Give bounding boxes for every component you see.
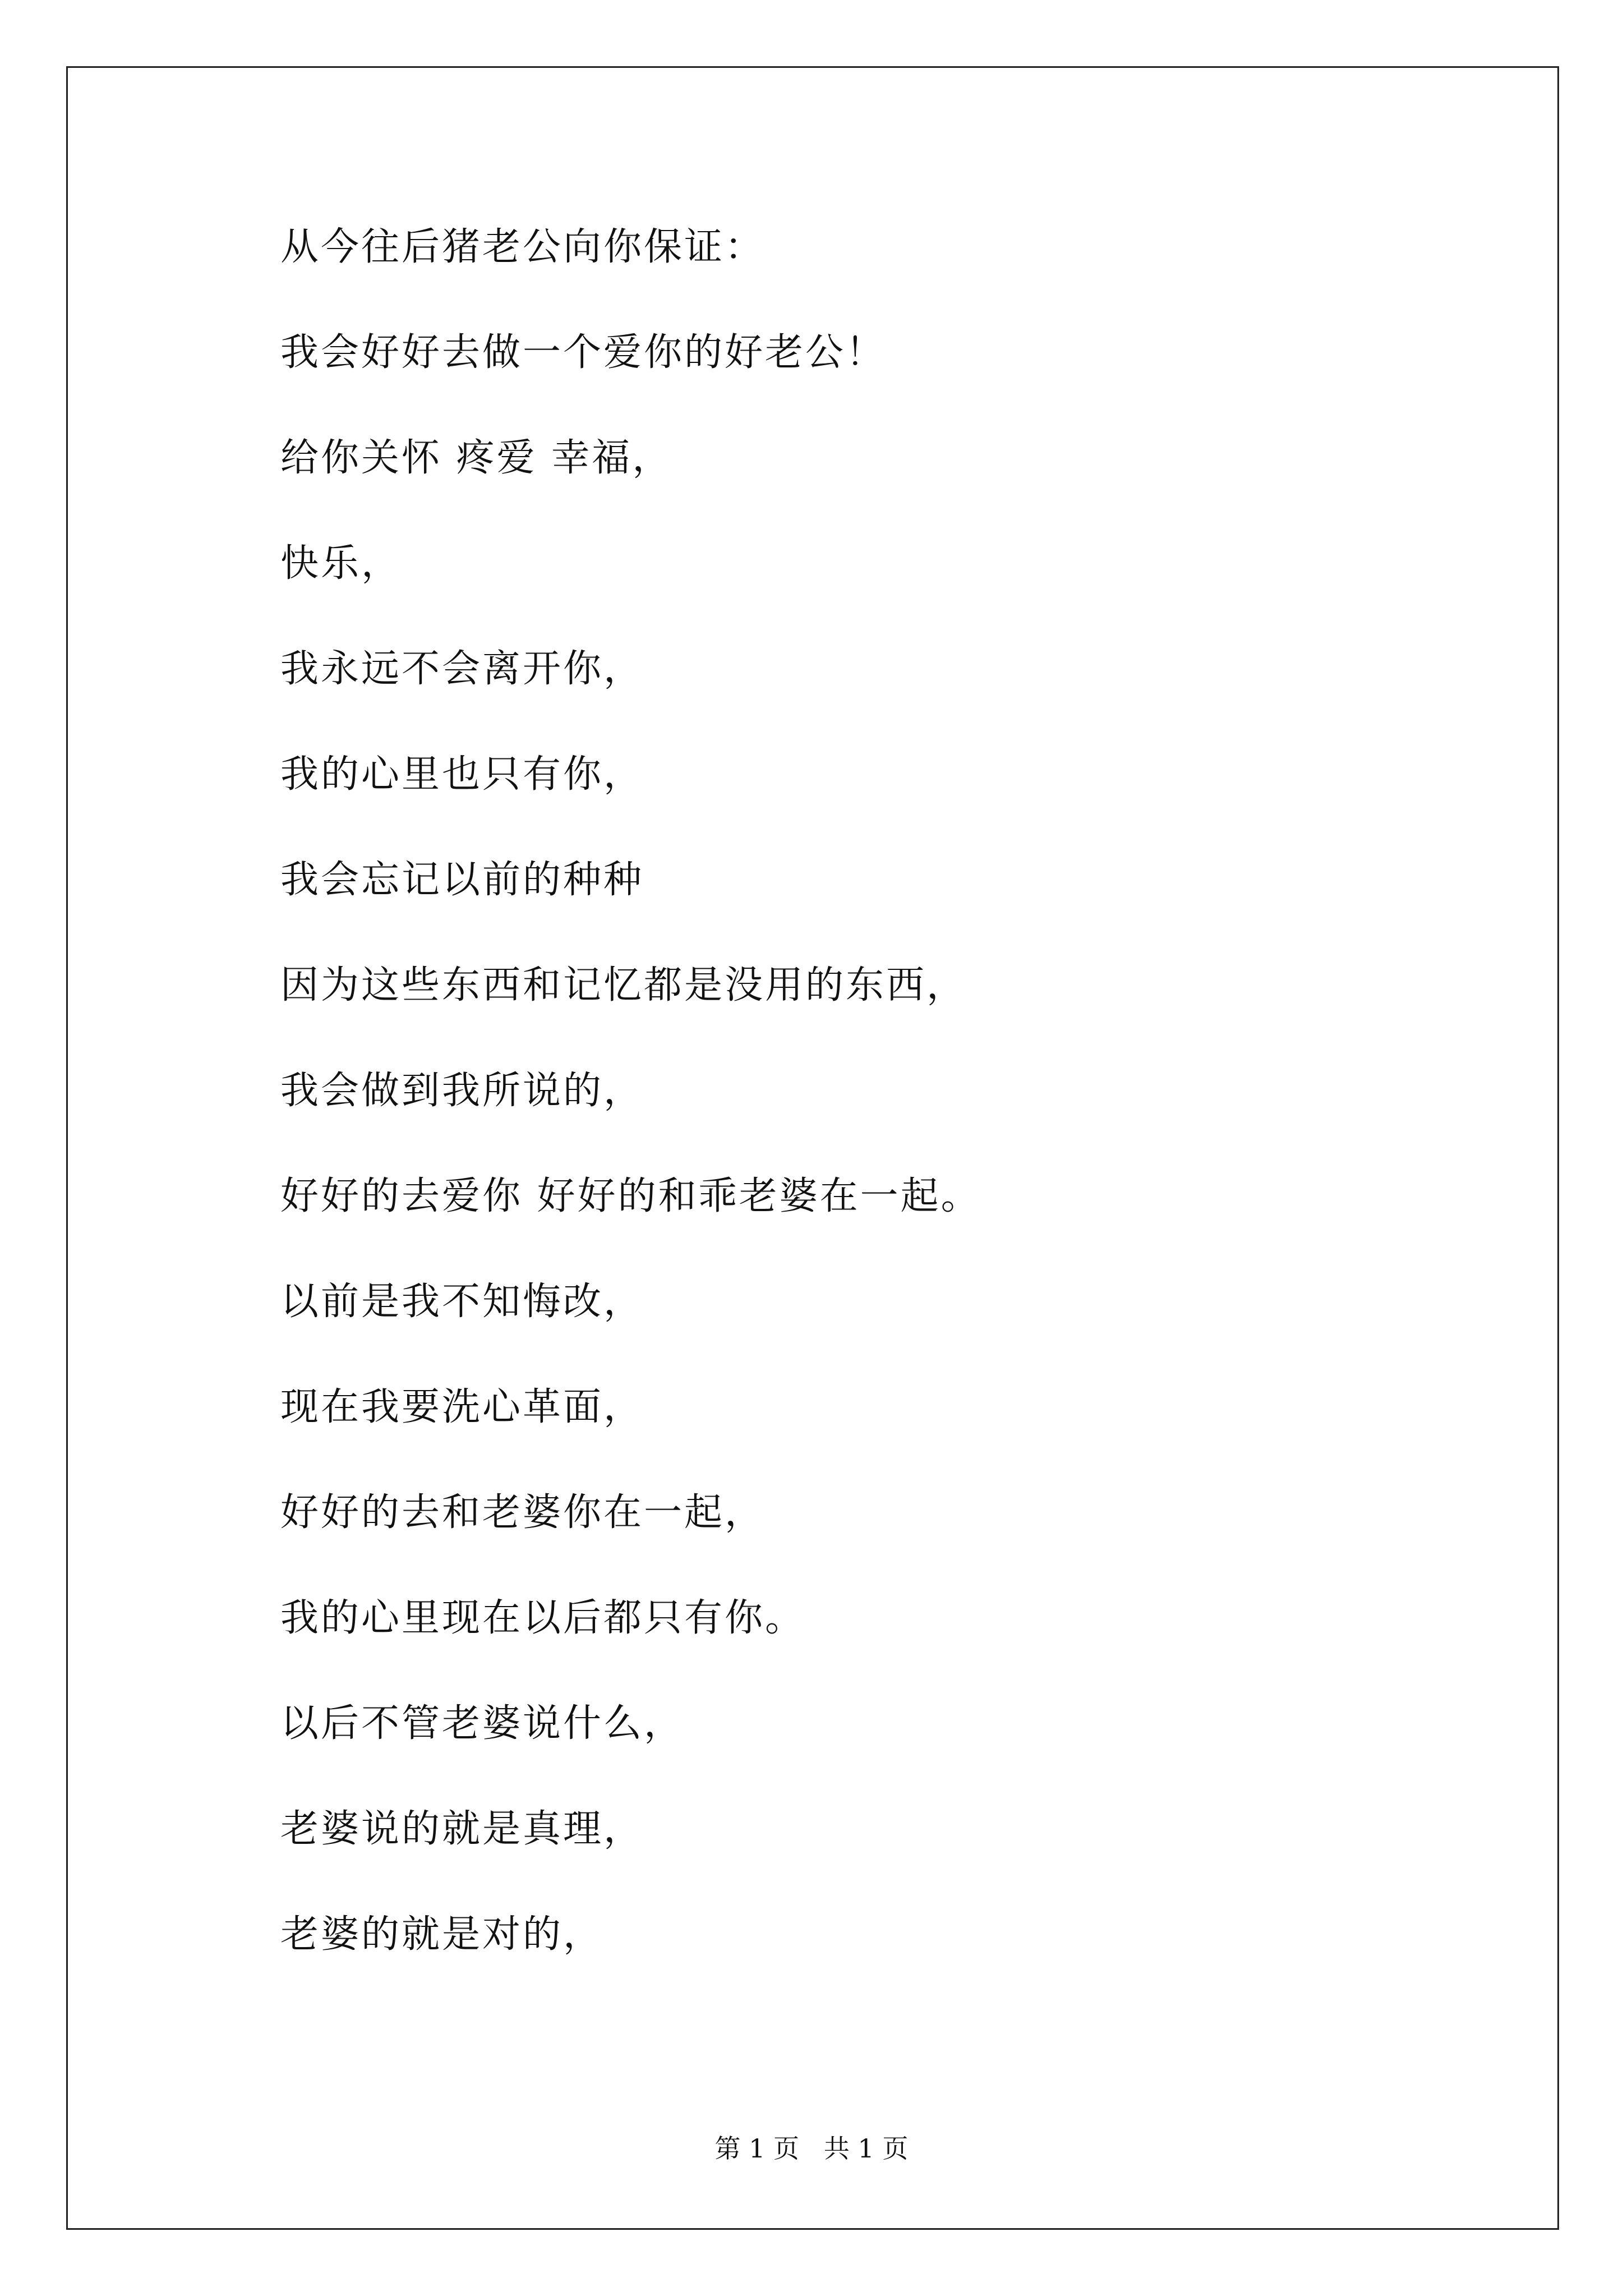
text-line: 快乐， xyxy=(280,541,402,586)
text-line: 给你关怀 疼爱 幸福， xyxy=(280,436,673,480)
text-line: 以前是我不知悔改， xyxy=(280,1280,644,1324)
text-line: 我会好好去做一个爱你的好老公！ xyxy=(280,330,887,375)
page-footer: 第 1 页 共 1 页 xyxy=(714,2133,909,2164)
text-line: 我会忘记以前的种种 xyxy=(280,858,644,902)
text-line: 现在我要洗心革面， xyxy=(280,1385,644,1429)
text-line: 因为这些东西和记忆都是没用的东西， xyxy=(280,963,967,1007)
text-line: 我永远不会离开你， xyxy=(280,647,644,691)
text-line: 我会做到我所说的， xyxy=(280,1069,644,1113)
text-line: 老婆的就是对的， xyxy=(280,1912,604,1957)
text-line: 好好的去爱你 好好的和乖老婆在一起。 xyxy=(280,1174,981,1218)
document-body xyxy=(280,224,1486,2017)
text-line: 好好的去和老婆你在一起， xyxy=(280,1490,766,1535)
text-line: 以后不管老婆说什么， xyxy=(280,1701,685,1746)
text-line: 老婆说的就是真理， xyxy=(280,1807,644,1851)
text-line: 我的心里也只有你， xyxy=(280,752,644,797)
text-line: 从今往后猪老公向你保证： xyxy=(280,225,766,269)
text-line: 我的心里现在以后都只有你。 xyxy=(280,1596,806,1640)
